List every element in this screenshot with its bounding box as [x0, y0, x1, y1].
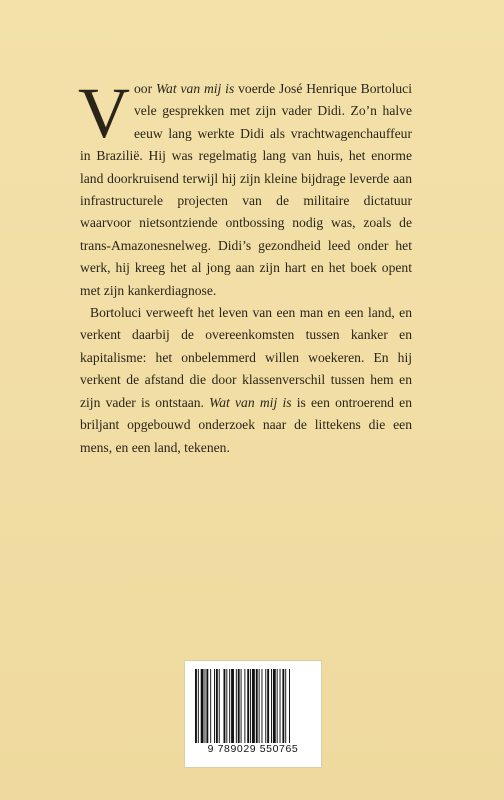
barcode-bar [229, 669, 230, 743]
barcode-bar [238, 669, 240, 743]
barcode-bar [285, 669, 286, 743]
drop-cap: V [78, 73, 130, 153]
paragraph-2-end: is een ontroerend en briljant opgebouwd onderzoek naar de littekens die een mens, en een land, tekenen. [80, 394, 412, 455]
book-title-italic: Wat van mij is [155, 81, 235, 96]
barcode-bar [236, 669, 237, 743]
barcode-bar [252, 669, 255, 743]
isbn-digits: 9 789029 550765 [207, 743, 299, 755]
barcode-bar [241, 669, 242, 743]
barcode-bar [273, 669, 276, 743]
barcode-bar [205, 669, 206, 743]
barcode-bar [216, 669, 218, 743]
barcode-bar [271, 669, 272, 743]
book-title-italic-2: Wat van mij is [209, 394, 292, 410]
barcode-bar [247, 669, 249, 743]
barcode-bar [226, 669, 227, 743]
barcode-bar [214, 669, 215, 743]
barcode-bar [231, 669, 234, 743]
barcode [184, 660, 322, 768]
barcode-bar [198, 669, 199, 743]
barcode-bar [259, 669, 260, 743]
barcode-bars [195, 669, 311, 743]
barcode-bar [267, 669, 269, 743]
barcode-bar [265, 669, 266, 743]
blurb-text [78, 73, 412, 459]
barcode-bar [195, 669, 197, 743]
barcode-bar [224, 669, 226, 743]
barcode-bar [277, 669, 278, 743]
barcode-bar [250, 669, 251, 743]
paragraph-1-start: oor [134, 81, 156, 96]
barcode-bar [210, 669, 211, 743]
paragraph-1-body: voerde José Henrique Bortoluci vele gesprekken met zijn vader Didi. Zo’n halve eeuw lang werkte Didi als vrachtwagenchauffeur in Brazilië. Hij was regelmatig lang van huis, het enorme land doorkruisend terwijl hij zijn kleine bijdrage leverde aan infrastructurele projecten van de militaire dictatuur waarvoor nietsontziende ontbossing nodig was, zoals de trans-Amazonesnelweg. Didi’s gezondheid leed onder het werk, hij kreeg het al jong aan zijn hart en het boek opent met zijn kankerdiagnose. [80, 81, 412, 298]
barcode-bar [282, 669, 284, 743]
barcode-bar [219, 669, 220, 743]
barcode-bar [262, 669, 263, 743]
paragraph-2-body: Bortoluci verweeft het leven van een man en een land, en verkent daarbij de overeenkomsten tussen kanker en kapitalisme: het onbelemmerd willen woekeren. En hij verkent de afstand die door klassenverschil tussen hem en zijn vader is ontstaan. [80, 305, 412, 410]
barcode-bar [256, 669, 258, 743]
blurb-paragraph-1 [78, 73, 412, 302]
barcode-bar [201, 669, 204, 743]
blurb-paragraph-2 [80, 302, 412, 459]
barcode-bar [244, 669, 245, 743]
barcode-bar [206, 669, 208, 743]
barcode-bar [289, 669, 290, 743]
barcode-bar [280, 669, 281, 743]
